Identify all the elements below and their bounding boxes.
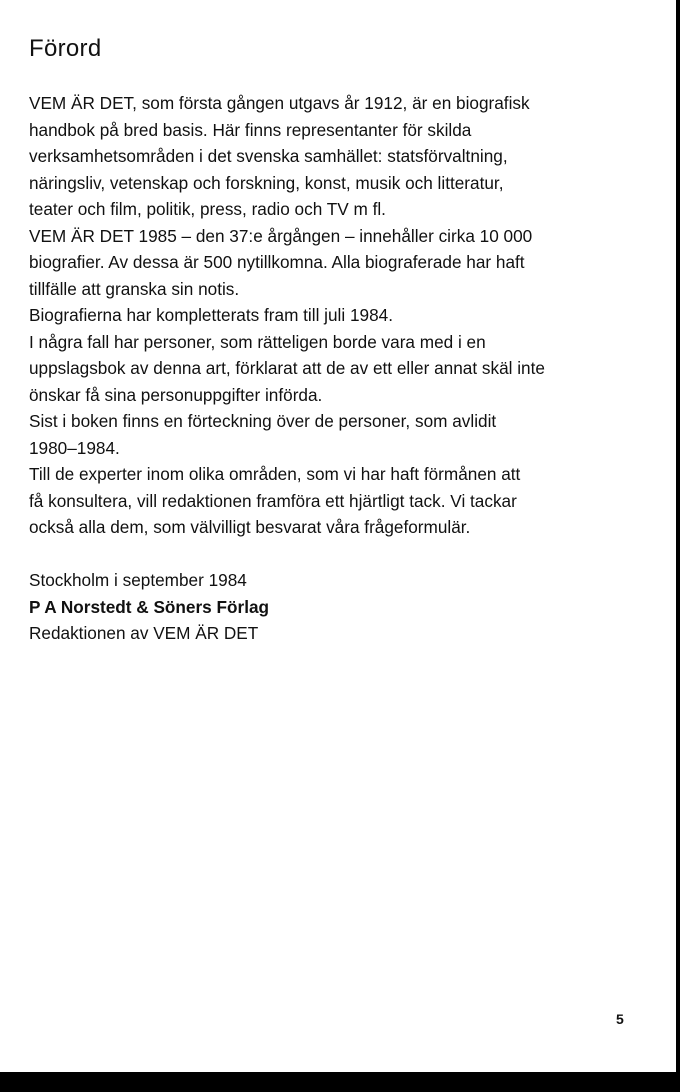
text-line: också alla dem, som välvilligt besvarat våra frågeformulär.: [29, 517, 471, 537]
page-title: Förord: [29, 35, 102, 62]
text-line: uppslagsbok av denna art, förklarat att de av ett eller annat skäl inte: [29, 358, 545, 378]
text-line: Sist i boken finns en förteckning över de personer, som avlidit: [29, 411, 497, 431]
text-line: önskar få sina personuppgifter införda.: [29, 384, 323, 405]
foreword-body: [29, 90, 629, 647]
scan-edge-bottom: [0, 1072, 680, 1092]
signature-place-date: Stockholm i september 1984: [29, 570, 247, 590]
page-number: 5: [616, 1011, 624, 1027]
text-line: VEM ÄR DET 1985 – den 37:e årgången – innehåller cirka 10 000: [29, 225, 533, 246]
text-line: Till de experter inom olika områden, som vi har haft förmånen att: [29, 464, 521, 484]
text-line: handbok på bred basis. Här finns representanter för skilda: [29, 119, 472, 140]
text-line: 1980–1984.: [29, 437, 120, 458]
text-line: biografier. Av dessa är 500 nytillkomna. Alla biograferade har haft: [29, 252, 525, 272]
scan-edge-right: [676, 0, 680, 1092]
signature-editorial: Redaktionen av VEM ÄR DET: [29, 623, 259, 643]
text-line: få konsultera, vill redaktionen framföra ett hjärtligt tack. Vi tackar: [29, 490, 517, 511]
paragraph-gap: [29, 541, 629, 568]
text-line: näringsliv, vetenskap och forskning, konst, musik och litteratur,: [29, 172, 504, 193]
text-line: tillfälle att granska sin notis.: [29, 278, 240, 299]
text-line: VEM ÄR DET, som första gången utgavs år 1912, är en biografisk: [29, 93, 530, 113]
text-line: Biografierna har kompletterats fram till juli 1984.: [29, 305, 393, 325]
text-line: I några fall har personer, som rätteligen borde vara med i en: [29, 331, 486, 352]
signature-publisher: P A Norstedt & Söners Förlag: [29, 596, 270, 617]
text-line: verksamhetsområden i det svenska samhället: statsförvaltning,: [29, 146, 508, 166]
text-line: teater och film, politik, press, radio och TV m fl.: [29, 199, 386, 219]
